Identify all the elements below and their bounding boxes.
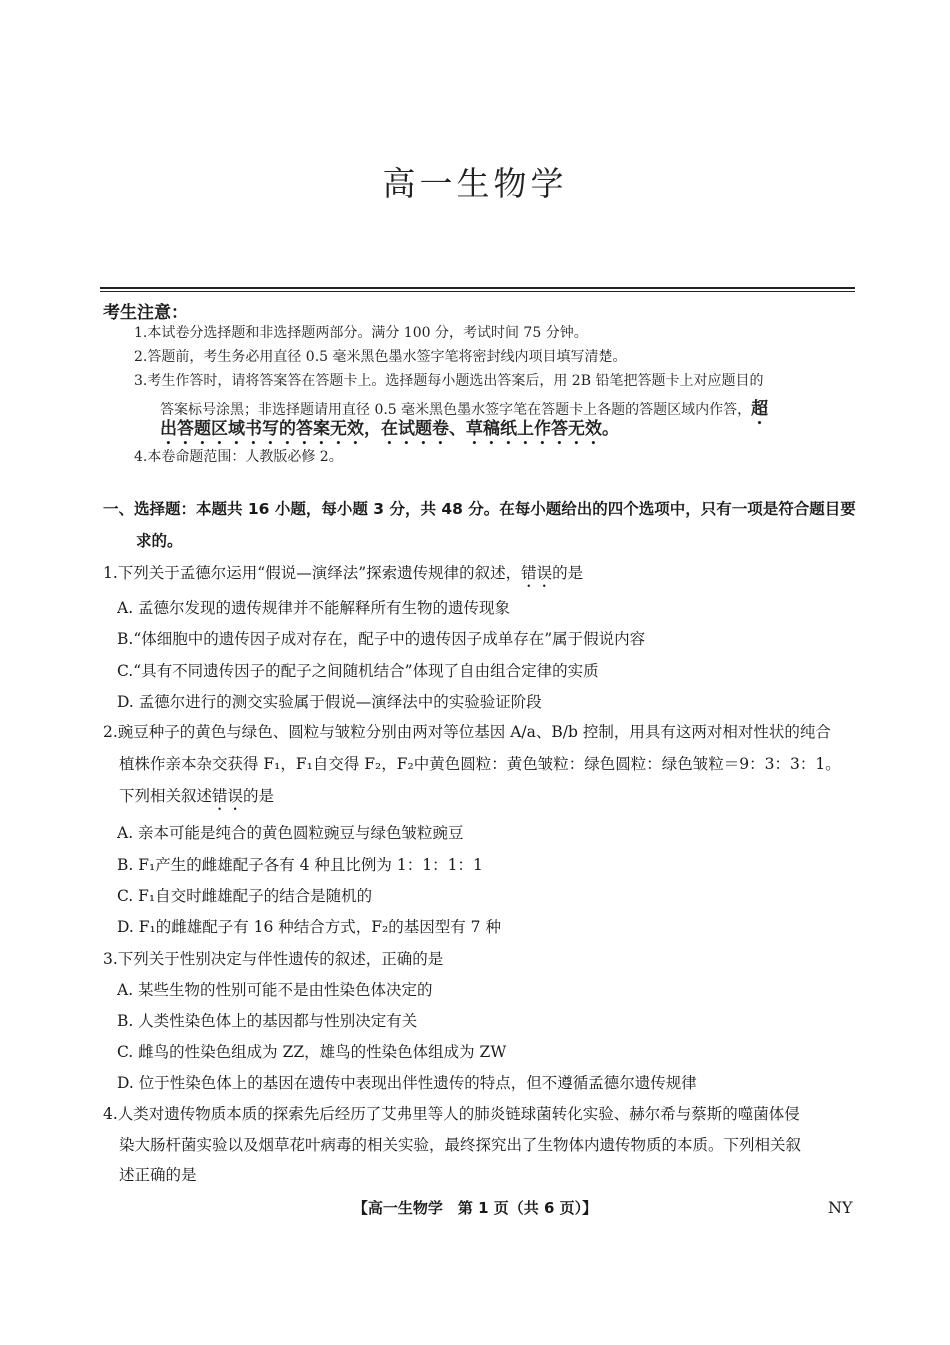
page-footer: 【高一生物学 第 1 页（共 6 页）】: [352, 1199, 598, 1217]
question-4-stem-3: 述正确的是: [119, 1166, 197, 1184]
q1-option-c: C.“具有不同遗传因子的配子之间随机结合”体现了自由组合定律的实质: [117, 662, 599, 680]
q1-option-d: D. 孟德尔进行的测交实验属于假说—演绎法中的实验验证阶段: [117, 693, 542, 711]
notice-item-2: 2.答题前，考生务必用直径 0.5 毫米黑色墨水签字笔将密封线内项目填写清楚。: [134, 349, 627, 365]
q2-option-c: C. F₁自交时雌雄配子的结合是随机的: [117, 887, 373, 905]
q2-stem-pre: 下列相关叙述: [119, 787, 213, 805]
q1-option-b: B.“体细胞中的遗传因子成对存在，配子中的遗传因子成单存在”属于假说内容: [117, 630, 646, 648]
q1-stem-pre: 1.下列关于孟德尔运用“假说—演绎法”探索遗传规律的叙述，: [103, 564, 522, 582]
notice-item-1: 1.本试卷分选择题和非选择题两部分。满分 100 分，考试时间 75 分钟。: [134, 325, 588, 341]
paper-code: NY: [828, 1198, 853, 1217]
notice-heading: 考生注意：: [103, 303, 188, 323]
question-4-stem-1: 4.人类对遗传物质本质的探索先后经历了艾弗里等人的肺炎链球菌转化实验、赫尔希与蔡斯的噬菌体侵: [103, 1105, 800, 1123]
question-2-stem-3: [119, 784, 274, 814]
q3-option-c: C. 雌鸟的性染色组成为 ZZ，雄鸟的性染色体组成为 ZW: [117, 1043, 507, 1061]
q1-stem-post: 的是: [552, 564, 584, 582]
header-rule-thin: [100, 291, 855, 292]
notice-emphasis-b: 出答题区域书写的答案无效，在试题卷、草稿纸上作答无效。: [160, 419, 619, 439]
question-2-stem-2: 植株作亲本杂交获得 F₁，F₁自交得 F₂，F₂中黄色圆粒：黄色皱粒：绿色圆粒：绿色皱粒＝9：3：3：1。: [119, 755, 841, 773]
question-4-stem-2: 染大肠杆菌实验以及烟草花叶病毒的相关实验，最终探究出了生物体内遗传物质的本质。下列相关叙: [119, 1136, 802, 1154]
question-2-stem-1: 2.豌豆种子的黄色与绿色、圆粒与皱粒分别由两对等位基因 A/a、B/b 控制，用具有这两对相对性状的纯合: [103, 723, 831, 741]
notice-item-4: 4.本卷命题范围：人教版必修 2。: [134, 449, 343, 465]
q1-stem-emph: 错误: [521, 564, 553, 582]
section-heading-cont: 求的。: [136, 532, 183, 550]
q3-option-b: B. 人类性染色体上的基因都与性别决定有关: [117, 1012, 418, 1030]
q2-option-d: D. F₁的雌雄配子有 16 种结合方式，F₂的基因型有 7 种: [117, 918, 501, 936]
section-heading: 一、选择题：本题共 16 小题，每小题 3 分，共 48 分。在每小题给出的四个选项中，只有一项是符合题目要: [103, 500, 856, 518]
q2-stem-post: 的是: [243, 787, 275, 805]
notice-item-3: 3.考生作答时，请将答案答在答题卡上。选择题每小题选出答案后，用 2B 铅笔把答题卡上对应题目的: [134, 373, 764, 389]
question-3-stem: 3.下列关于性别决定与伴性遗传的叙述，正确的是: [103, 950, 444, 968]
page-title: 高一生物学: [382, 164, 568, 203]
q2-option-a: A. 亲本可能是纯合的黄色圆粒豌豆与绿色皱粒豌豆: [117, 824, 464, 842]
question-1-stem: [103, 561, 583, 591]
q3-option-d: D. 位于性染色体上的基因在遗传中表现出伴性遗传的特点，但不遵循孟德尔遗传规律: [117, 1074, 697, 1092]
notice-emphasis-a: 超: [751, 399, 769, 419]
q2-option-b: B. F₁产生的雌雄配子各有 4 种且比例为 1：1：1：1: [117, 856, 483, 874]
header-rule-thick: [100, 287, 855, 289]
q3-option-a: A. 某些生物的性别可能不是由性染色体决定的: [117, 981, 433, 999]
notice-item-3-cont-text: 答案标号涂黑；非选择题请用直径 0.5 毫米黑色墨水签字笔在答题卡上各题的答题区域内作答，: [160, 402, 752, 418]
q2-stem-emph: 错误: [212, 787, 244, 805]
q1-option-a: A. 孟德尔发现的遗传规律并不能解释所有生物的遗传现象: [117, 599, 511, 617]
